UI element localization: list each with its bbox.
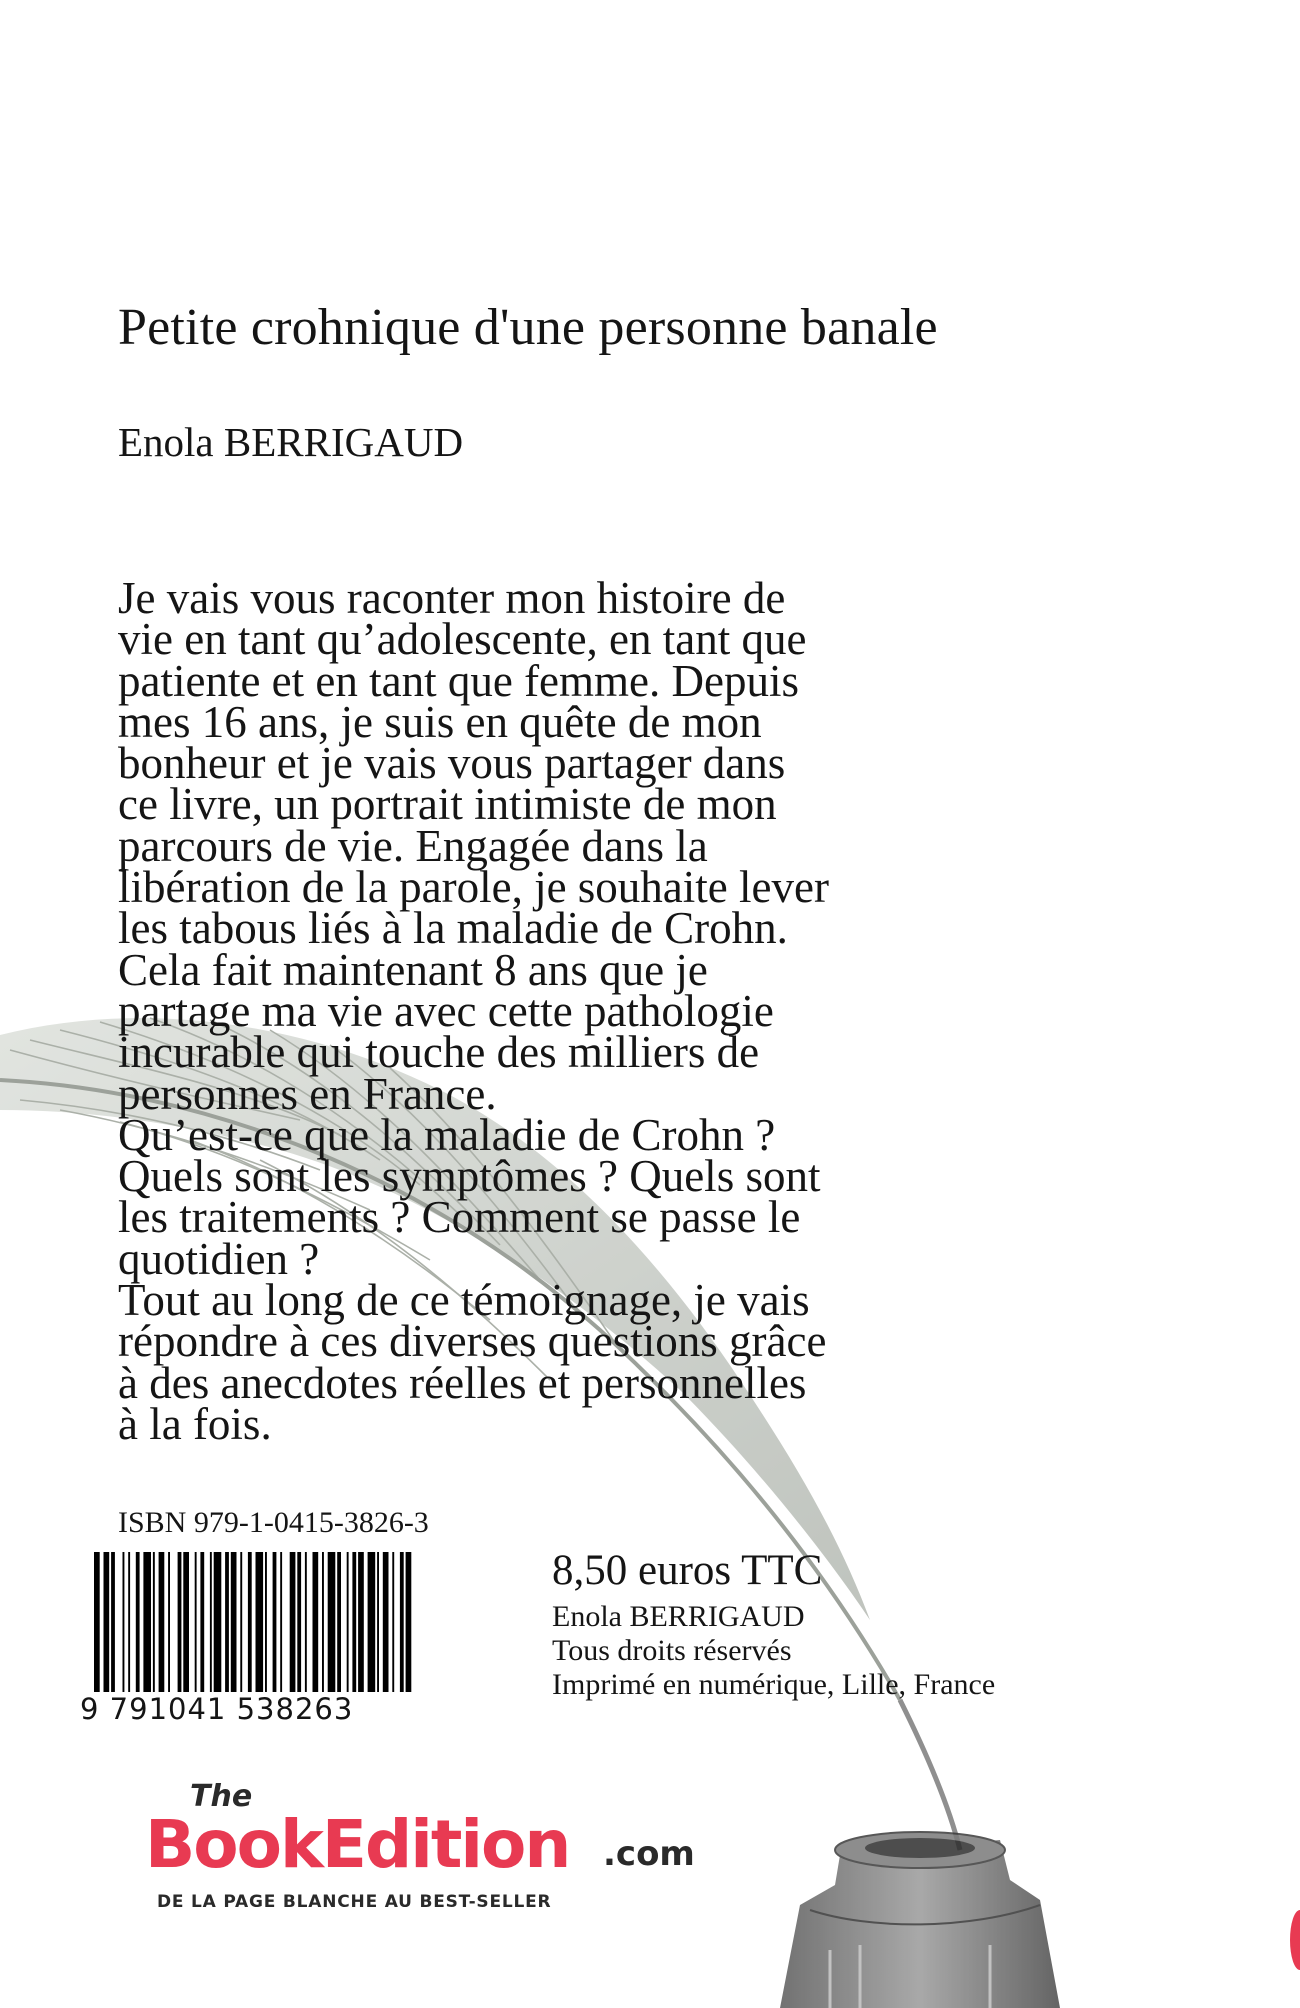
blurb-line: partage ma vie avec cette pathologie bbox=[118, 985, 774, 1036]
barcode-bar bbox=[225, 1552, 229, 1692]
blurb-line: à des anecdotes réelles et personnelles bbox=[118, 1357, 807, 1408]
barcode-bar bbox=[280, 1552, 282, 1692]
barcode-bar bbox=[265, 1552, 267, 1692]
logo-tagline: DE LA PAGE BLANCHE AU BEST-SELLER bbox=[157, 1892, 552, 1912]
barcode-bar bbox=[136, 1552, 140, 1692]
blurb-line: parcours de vie. Engagée dans la bbox=[118, 820, 708, 871]
logo-the: The bbox=[190, 1779, 253, 1814]
barcode-bar bbox=[377, 1552, 379, 1692]
barcode-bar bbox=[313, 1552, 319, 1692]
blurb-line: personnes en France. bbox=[118, 1068, 497, 1119]
blurb-line: patiente et en tant que femme. Depuis bbox=[118, 655, 799, 706]
barcode-bar bbox=[153, 1552, 155, 1692]
blurb-line: ce livre, un portrait intimiste de mon bbox=[118, 779, 777, 830]
publisher-author: Enola BERRIGAUD bbox=[552, 1600, 805, 1633]
isbn-label: ISBN 979-1-0415-3826-3 bbox=[118, 1506, 429, 1539]
barcode-bar bbox=[337, 1552, 341, 1692]
barcode-bar bbox=[248, 1552, 252, 1692]
blurb-line: vie en tant qu’adolescente, en tant que bbox=[118, 614, 807, 665]
logo-domain: .com bbox=[603, 1834, 695, 1874]
blurb-line: bonheur et je vais vous partager dans bbox=[118, 738, 786, 789]
barcode-bar bbox=[297, 1552, 301, 1692]
barcode-bar bbox=[290, 1552, 296, 1692]
barcode-bar bbox=[305, 1552, 307, 1692]
blurb-line: Je vais vous raconter mon histoire de bbox=[118, 573, 786, 623]
barcode-bar bbox=[183, 1552, 189, 1692]
book-title: Petite crohnique d'une personne banale bbox=[118, 299, 938, 356]
blurb-line: libération de la parole, je souhaite lever bbox=[118, 862, 829, 913]
barcode-bar bbox=[358, 1552, 364, 1692]
barcode-bar bbox=[111, 1552, 115, 1692]
blurb-line: les traitements ? Comment se passe le bbox=[118, 1192, 801, 1243]
blurb-line: à la fois. bbox=[118, 1398, 272, 1449]
barcode-bar bbox=[383, 1552, 389, 1692]
barcode-bar bbox=[123, 1552, 125, 1692]
barcode-bar bbox=[168, 1552, 170, 1692]
book-author: Enola BERRIGAUD bbox=[118, 419, 464, 465]
barcode-bar bbox=[352, 1552, 356, 1692]
barcode-bar bbox=[143, 1552, 151, 1692]
barcode-bar bbox=[195, 1552, 197, 1692]
barcode-bar bbox=[200, 1552, 204, 1692]
barcode bbox=[80, 1552, 480, 1712]
barcode-bar bbox=[104, 1552, 110, 1692]
barcode-bar bbox=[256, 1552, 264, 1692]
barcode-bar bbox=[347, 1552, 349, 1692]
barcode-bar bbox=[159, 1552, 165, 1692]
blurb-line: Cela fait maintenant 8 ans que je bbox=[118, 944, 708, 995]
blurb-line: les tabous liés à la maladie de Crohn. bbox=[118, 903, 788, 954]
barcode-bar bbox=[273, 1552, 277, 1692]
blurb-line: Quels sont les symptômes ? Quels sont bbox=[118, 1151, 821, 1202]
barcode-bar bbox=[328, 1552, 336, 1692]
barcode-bar bbox=[322, 1552, 324, 1692]
barcode-bar bbox=[214, 1552, 222, 1692]
rights-notice: Tous droits réservés bbox=[552, 1634, 792, 1667]
blurb-line: Tout au long de ce témoignage, je vais bbox=[118, 1275, 810, 1326]
barcode-bar bbox=[128, 1552, 130, 1692]
publisher-logo bbox=[145, 1779, 705, 1942]
blurb-line: Qu’est-ce que la maladie de Crohn ? bbox=[118, 1109, 776, 1160]
blurb-line: incurable qui touche des milliers de bbox=[118, 1027, 760, 1078]
barcode-bar bbox=[240, 1552, 242, 1692]
barcode-bar bbox=[231, 1552, 237, 1692]
price: 8,50 euros TTC bbox=[552, 1547, 823, 1594]
blurb-line: répondre à ces diverses questions grâce bbox=[118, 1316, 827, 1367]
logo-name: BookEdition bbox=[145, 1806, 570, 1883]
book-blurb bbox=[118, 573, 978, 1449]
blurb-line: quotidien ? bbox=[118, 1233, 320, 1284]
barcode-bar bbox=[406, 1552, 412, 1692]
barcode-bar bbox=[400, 1552, 404, 1692]
printing-notice: Imprimé en numérique, Lille, France bbox=[552, 1668, 996, 1701]
barcode-bar bbox=[392, 1552, 394, 1692]
barcode-bar bbox=[210, 1552, 212, 1692]
barcode-bar bbox=[94, 1552, 100, 1692]
blurb-line: mes 16 ans, je suis en quête de mon bbox=[118, 696, 762, 747]
barcode-digits: 9 791041 538263 bbox=[80, 1692, 354, 1726]
barcode-bar bbox=[368, 1552, 376, 1692]
barcode-bar bbox=[178, 1552, 182, 1692]
